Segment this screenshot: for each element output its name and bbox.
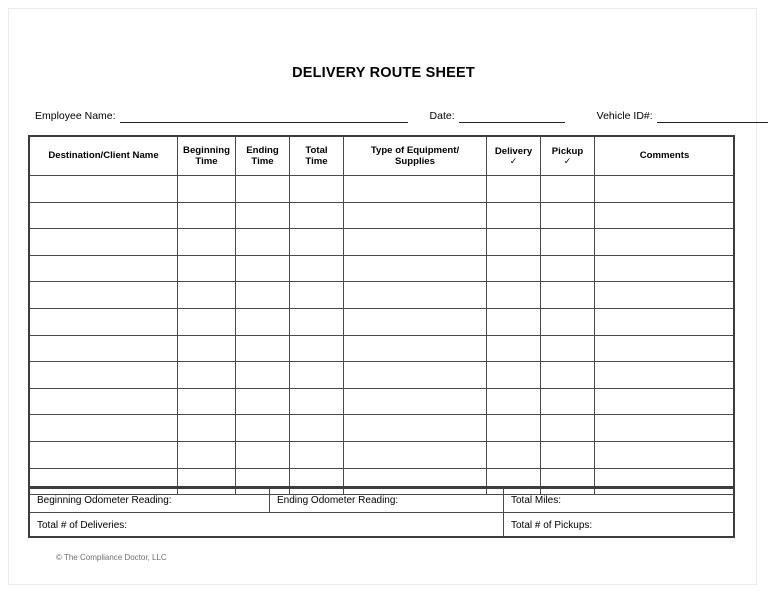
table-row xyxy=(30,441,735,468)
table-cell[interactable] xyxy=(595,388,735,415)
table-cell[interactable] xyxy=(344,441,487,468)
page-title: DELIVERY ROUTE SHEET xyxy=(292,65,475,81)
table-cell[interactable] xyxy=(541,229,595,256)
table-cell[interactable] xyxy=(595,229,735,256)
table-cell[interactable] xyxy=(178,282,236,309)
table-row xyxy=(30,255,735,282)
table-cell[interactable] xyxy=(30,308,178,335)
table-row xyxy=(30,415,735,442)
table-cell[interactable] xyxy=(487,335,541,362)
table-cell[interactable] xyxy=(541,388,595,415)
table-cell[interactable] xyxy=(30,282,178,309)
table-cell[interactable] xyxy=(290,229,344,256)
table-cell[interactable] xyxy=(595,362,735,389)
table-cell[interactable] xyxy=(595,415,735,442)
table-cell[interactable] xyxy=(487,282,541,309)
header-line-1: Comments xyxy=(639,150,690,162)
table-row xyxy=(30,176,735,203)
table-cell[interactable] xyxy=(236,441,290,468)
column-header-equipment-supplies xyxy=(344,137,487,176)
table-row xyxy=(30,388,735,415)
table-cell[interactable] xyxy=(541,362,595,389)
table-cell[interactable] xyxy=(541,415,595,442)
table-cell[interactable] xyxy=(487,229,541,256)
table-cell[interactable] xyxy=(290,335,344,362)
table-cell[interactable] xyxy=(30,388,178,415)
table-cell[interactable] xyxy=(344,255,487,282)
identity-field-row xyxy=(35,110,741,123)
column-header-pickup xyxy=(541,137,595,176)
column-header-comments xyxy=(595,137,735,176)
header-line-2: Time xyxy=(305,156,328,167)
table-cell[interactable] xyxy=(344,415,487,442)
header-line-1: Delivery xyxy=(494,145,533,157)
header-line-1: Total xyxy=(305,144,328,156)
table-cell[interactable] xyxy=(487,362,541,389)
table-cell[interactable] xyxy=(236,415,290,442)
table-cell[interactable] xyxy=(178,415,236,442)
table-cell[interactable] xyxy=(178,362,236,389)
table-cell[interactable] xyxy=(541,308,595,335)
employee-name-input[interactable] xyxy=(120,111,408,123)
column-header-ending-time xyxy=(236,137,290,176)
header-line-2: Supplies xyxy=(395,156,435,167)
ending-odometer-label: Ending Odometer Reading: xyxy=(277,494,399,506)
table-cell[interactable] xyxy=(487,308,541,335)
header-line-1: Type of Equipment/ xyxy=(370,144,460,156)
table-cell[interactable] xyxy=(30,229,178,256)
table-cell[interactable] xyxy=(344,202,487,229)
table-row xyxy=(30,202,735,229)
header-line-1: Destination/Client Name xyxy=(48,150,159,162)
table-cell[interactable] xyxy=(344,176,487,203)
date-input[interactable] xyxy=(459,111,565,123)
table-cell[interactable] xyxy=(541,202,595,229)
table-cell[interactable] xyxy=(178,335,236,362)
table-cell[interactable] xyxy=(236,229,290,256)
table-cell[interactable] xyxy=(541,176,595,203)
total-miles-cell[interactable] xyxy=(504,488,735,513)
checkmark-icon: ✓ xyxy=(563,155,572,166)
table-cell[interactable] xyxy=(290,362,344,389)
date-label: Date: xyxy=(429,110,455,122)
table-cell[interactable] xyxy=(344,282,487,309)
table-cell[interactable] xyxy=(541,282,595,309)
table-cell[interactable] xyxy=(290,255,344,282)
table-cell[interactable] xyxy=(178,388,236,415)
total-pickups-label: Total # of Pickups: xyxy=(511,519,593,531)
beginning-odometer-label: Beginning Odometer Reading: xyxy=(37,494,172,506)
table-cell[interactable] xyxy=(487,415,541,442)
total-pickups-cell[interactable] xyxy=(504,513,735,538)
table-cell[interactable] xyxy=(290,441,344,468)
table-cell[interactable] xyxy=(30,335,178,362)
form-page xyxy=(8,8,757,585)
table-cell[interactable] xyxy=(595,255,735,282)
ending-odometer-cell[interactable] xyxy=(270,488,504,513)
table-cell[interactable] xyxy=(344,229,487,256)
vehicle-id-input[interactable] xyxy=(657,111,768,123)
table-cell[interactable] xyxy=(236,202,290,229)
table-cell[interactable] xyxy=(178,441,236,468)
table-cell[interactable] xyxy=(178,202,236,229)
table-cell[interactable] xyxy=(487,388,541,415)
table-body xyxy=(30,176,735,495)
header-line-2: Time xyxy=(251,156,274,167)
total-deliveries-cell[interactable] xyxy=(30,513,504,538)
table-cell[interactable] xyxy=(30,415,178,442)
table-cell[interactable] xyxy=(487,176,541,203)
table-cell[interactable] xyxy=(541,441,595,468)
table-row xyxy=(30,335,735,362)
table-cell[interactable] xyxy=(344,308,487,335)
column-header-destination xyxy=(30,137,178,176)
table-cell[interactable] xyxy=(178,308,236,335)
header-line-2: Time xyxy=(195,156,218,167)
table-cell[interactable] xyxy=(344,388,487,415)
table-cell[interactable] xyxy=(236,335,290,362)
table-cell[interactable] xyxy=(236,388,290,415)
odometer-summary-row xyxy=(30,488,735,513)
table-cell[interactable] xyxy=(30,202,178,229)
column-header-delivery xyxy=(487,137,541,176)
header-line-1: Beginning xyxy=(183,144,230,156)
table-row xyxy=(30,229,735,256)
column-header-total-time xyxy=(290,137,344,176)
table-row xyxy=(30,362,735,389)
employee-name-label: Employee Name: xyxy=(35,110,116,122)
table-cell[interactable] xyxy=(236,282,290,309)
table-cell[interactable] xyxy=(487,255,541,282)
table-cell[interactable] xyxy=(236,308,290,335)
delivery-route-table xyxy=(29,136,735,495)
table-cell[interactable] xyxy=(178,229,236,256)
table-cell[interactable] xyxy=(595,441,735,468)
vehicle-id-label: Vehicle ID#: xyxy=(596,110,653,122)
table-cell[interactable] xyxy=(290,176,344,203)
table-row xyxy=(30,308,735,335)
beginning-odometer-cell[interactable] xyxy=(30,488,270,513)
table-cell[interactable] xyxy=(236,176,290,203)
table-cell[interactable] xyxy=(30,255,178,282)
table-cell[interactable] xyxy=(595,335,735,362)
table-cell[interactable] xyxy=(595,176,735,203)
table-cell[interactable] xyxy=(178,176,236,203)
table-cell[interactable] xyxy=(487,441,541,468)
table-cell[interactable] xyxy=(30,362,178,389)
table-cell[interactable] xyxy=(30,176,178,203)
table-cell[interactable] xyxy=(30,441,178,468)
table-cell[interactable] xyxy=(290,202,344,229)
footer-credit: © The Compliance Doctor, LLC xyxy=(56,553,167,562)
table-row xyxy=(30,282,735,309)
table-cell[interactable] xyxy=(541,335,595,362)
table-cell[interactable] xyxy=(290,388,344,415)
table-cell[interactable] xyxy=(290,308,344,335)
header-line-1: Ending xyxy=(246,144,279,156)
table-cell[interactable] xyxy=(487,202,541,229)
table-cell[interactable] xyxy=(290,415,344,442)
table-cell[interactable] xyxy=(595,308,735,335)
table-cell[interactable] xyxy=(344,362,487,389)
header-line-1: Pickup xyxy=(551,145,584,157)
checkmark-icon: ✓ xyxy=(509,155,518,166)
table-cell[interactable] xyxy=(595,282,735,309)
total-deliveries-label: Total # of Deliveries: xyxy=(37,519,128,531)
table-cell[interactable] xyxy=(290,282,344,309)
total-miles-label: Total Miles: xyxy=(511,494,562,506)
table-cell[interactable] xyxy=(178,255,236,282)
table-cell[interactable] xyxy=(541,255,595,282)
table-cell[interactable] xyxy=(236,255,290,282)
table-cell[interactable] xyxy=(344,335,487,362)
table-header-row xyxy=(30,137,735,176)
summary-table xyxy=(29,487,735,538)
table-cell[interactable] xyxy=(595,202,735,229)
column-header-beginning-time xyxy=(178,137,236,176)
table-cell[interactable] xyxy=(236,362,290,389)
totals-summary-row xyxy=(30,513,735,538)
